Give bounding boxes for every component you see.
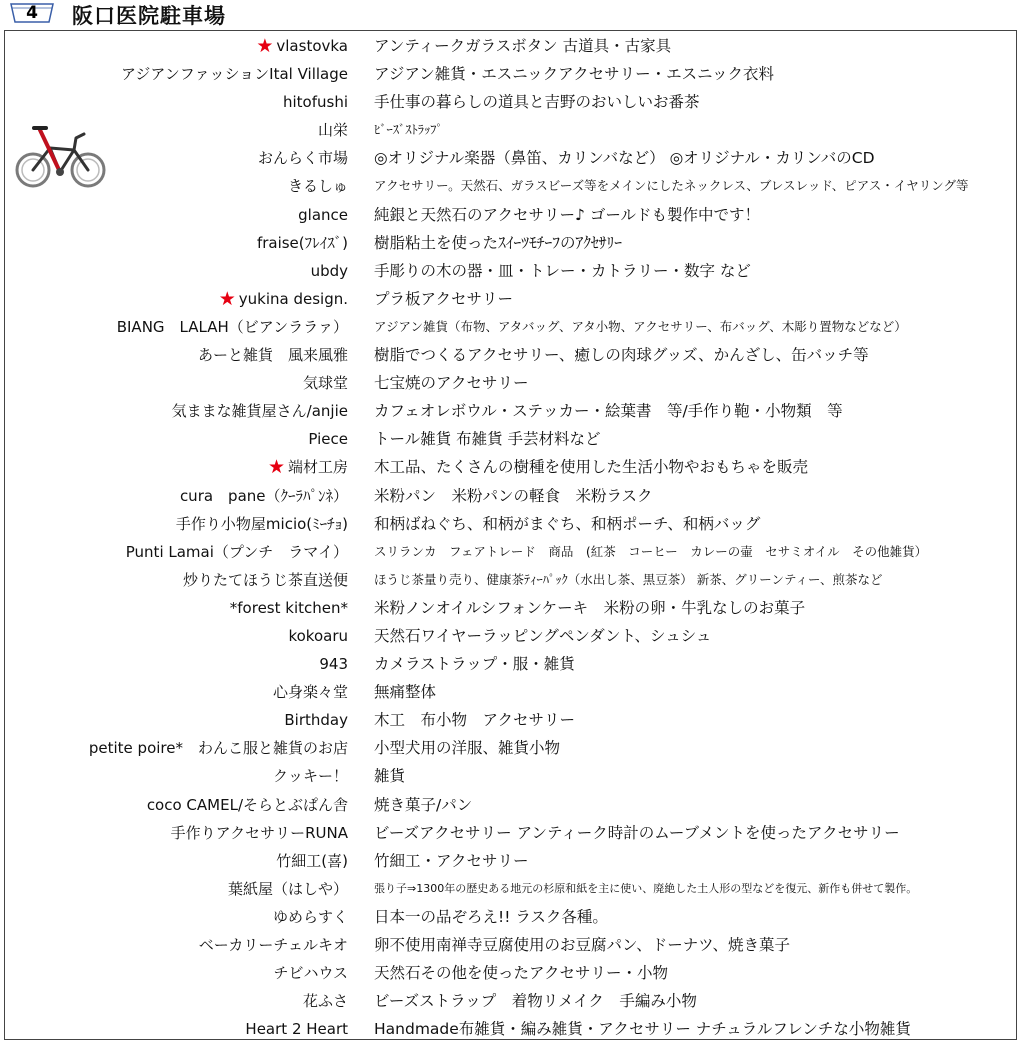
vendor-name-text: クッキー！ — [272, 767, 348, 786]
vendor-name — [245, 1015, 348, 1043]
list-item — [0, 32, 1024, 60]
list-item — [0, 931, 1024, 959]
vendor-name — [219, 285, 348, 313]
vendor-name — [256, 32, 348, 60]
vendor-name — [180, 482, 348, 510]
star-icon: ★ — [267, 456, 285, 479]
vendor-name — [284, 706, 348, 734]
section-number: 4 — [26, 3, 38, 23]
vendor-description: 天然石ワイヤーラッピングペンダント、シュシュ — [374, 626, 712, 645]
vendor-description: スリランカ フェアトレード 商品 (紅茶 コーヒー カレーの壷 セサミオイル その他雑貨） — [374, 543, 928, 559]
vendor-description: ﾋﾞｰｽﾞｽﾄﾗｯﾌﾟ — [374, 122, 443, 138]
vendor-name-text: 竹細工(喜) — [276, 851, 348, 870]
list-item — [0, 1015, 1024, 1043]
vendor-description: ビーズアクセサリー アンティーク時計のムーブメントを使ったアクセサリー — [374, 823, 900, 842]
vendor-name — [311, 257, 348, 285]
list-item — [0, 819, 1024, 847]
list-item — [0, 847, 1024, 875]
vendor-name — [276, 847, 348, 875]
list-item — [0, 144, 1024, 172]
vendor-name — [273, 762, 348, 790]
vendor-description: 純銀と天然石のアクセサリー♪ ゴールドも製作中です！ — [374, 205, 761, 224]
list-item — [0, 566, 1024, 594]
vendor-name-text: あーと雑貨 風来風雅 — [197, 346, 348, 365]
vendor-name-text: 心身楽々堂 — [272, 683, 348, 702]
vendor-name — [171, 819, 348, 847]
vendor-name-text: Heart 2 Heart — [245, 1020, 348, 1039]
list-item — [0, 229, 1024, 257]
vendor-description: カフェオレボウル・ステッカー・絵葉書 等/手作り鞄・小物類 等 — [374, 402, 843, 421]
vendor-name-text: 気球堂 — [302, 374, 348, 393]
vendor-description: 無痛整体 — [374, 683, 437, 702]
vendor-description: 小型犬用の洋服、雑貨小物 — [374, 739, 561, 758]
vendor-description: トール雑貨 布雑貨 手芸材料など — [374, 430, 601, 449]
vendor-description: アクセサリー。天然石、ガラスビーズ等をメインにしたネックレス、ブレスレッド、ピアス・イヤリング等 — [374, 178, 969, 194]
vendor-name — [198, 341, 348, 369]
vendor-description: 手彫りの木の器・皿・トレー・カトラリー・数字 など — [374, 261, 751, 280]
vendor-name-text: kokoaru — [288, 626, 348, 645]
vendor-name-text: hitofushi — [282, 93, 348, 112]
vendor-name — [303, 987, 348, 1015]
vendor-name — [273, 678, 348, 706]
vendor-name-text: 炒りたてほうじ茶直送便 — [182, 570, 348, 589]
vendor-name — [308, 425, 348, 453]
vendor-name — [273, 959, 348, 987]
list-item — [0, 734, 1024, 762]
vendor-name-text: 山栄 — [317, 121, 348, 140]
vendor-name — [228, 875, 348, 903]
vendor-description: 天然石その他を使ったアクセサリー・小物 — [374, 964, 669, 983]
vendor-name-text: Birthday — [284, 711, 348, 730]
list-item — [0, 706, 1024, 734]
star-icon: ★ — [218, 287, 236, 310]
vendor-description: 張り子⇒1300年の歴史ある地元の杉原和紙を主に使い、廃絶した土人形の型などを復元、新作も併せて製作。 — [374, 881, 918, 895]
vendor-name — [268, 453, 348, 481]
vendor-name — [283, 88, 348, 116]
vendor-name-text: fraise(ﾌﾚｲｽﾞ) — [256, 233, 348, 252]
vendor-description: 木工 布小物 アクセサリー — [374, 711, 576, 730]
list-item — [0, 987, 1024, 1015]
list-item — [0, 594, 1024, 622]
vendor-name-text: 気ままな雑貨屋さん/anjie — [171, 402, 348, 421]
vendor-description: 焼き菓子/パン — [374, 795, 473, 814]
vendor-name-text: vlastovka — [276, 37, 348, 55]
vendor-name — [172, 397, 348, 425]
vendor-name — [318, 116, 348, 144]
section-number-badge — [8, 2, 56, 24]
vendor-list — [0, 32, 1024, 1043]
vendor-name — [319, 650, 348, 678]
vendor-name — [126, 538, 348, 566]
vendor-name-text: Piece — [308, 430, 348, 449]
list-item — [0, 650, 1024, 678]
list-item — [0, 369, 1024, 397]
vendor-description: 竹細工・アクセサリー — [374, 851, 529, 870]
vendor-name-text: 端材工房 — [287, 458, 348, 477]
vendor-name-text: 葉紙屋（はしや） — [227, 879, 348, 898]
vendor-name — [303, 369, 348, 397]
list-item — [0, 172, 1024, 200]
vendor-name-text: ゆめらすく — [272, 907, 348, 926]
vendor-name-text: coco CAMEL/そらとぶぱん舎 — [146, 795, 348, 814]
vendor-description: プラ板アクセサリー — [374, 289, 514, 308]
list-item — [0, 538, 1024, 566]
vendor-name-text: 花ふさ — [302, 992, 348, 1011]
list-item — [0, 762, 1024, 790]
vendor-name — [176, 510, 348, 538]
vendor-description: 日本一の品ぞろえ!! ラスク各種。 — [374, 907, 608, 926]
list-item — [0, 313, 1024, 341]
vendor-description: 樹脂粘土を使ったｽｲｰﾂﾓﾁｰﾌのｱｸｾｻﾘｰ — [374, 233, 623, 252]
vendor-name — [257, 229, 348, 257]
list-item — [0, 88, 1024, 116]
vendor-description: 米粉ノンオイルシフォンケーキ 米粉の卵・牛乳なしのお菓子 — [374, 598, 806, 617]
list-item — [0, 257, 1024, 285]
list-item — [0, 678, 1024, 706]
vendor-name — [298, 201, 348, 229]
vendor-name-text: Punti Lamai（プンチ ラマイ） — [125, 542, 348, 561]
list-item — [0, 622, 1024, 650]
list-item — [0, 482, 1024, 510]
list-item — [0, 959, 1024, 987]
vendor-name — [199, 931, 348, 959]
vendor-name — [147, 791, 348, 819]
vendor-name-text: チビハウス — [273, 964, 348, 983]
vendor-description: ビーズストラップ 着物リメイク 手編み小物 — [374, 992, 697, 1011]
vendor-name — [89, 734, 348, 762]
list-item — [0, 397, 1024, 425]
vendor-name-text: アジアンファッションItal Village — [120, 65, 348, 84]
header — [0, 0, 1024, 30]
vendor-description: アンティークガラスボタン 古道具・古家具 — [374, 37, 672, 55]
page-title: 阪口医院駐車場 — [72, 4, 226, 28]
vendor-description: 手仕事の暮らしの道具と吉野のおいしいお番茶 — [374, 93, 700, 112]
star-icon: ★ — [256, 35, 274, 57]
vendor-name-text: BIANG LALAH（ビアンララァ） — [116, 317, 348, 336]
vendor-name — [183, 566, 348, 594]
list-item — [0, 285, 1024, 313]
vendor-name — [273, 903, 348, 931]
vendor-name-text: *forest kitchen* — [229, 598, 348, 617]
list-item — [0, 453, 1024, 481]
vendor-description: 卵不使用南禅寺豆腐使用のお豆腐パン、ドーナツ、焼き菓子 — [374, 936, 791, 954]
list-item — [0, 875, 1024, 903]
list-item — [0, 201, 1024, 229]
vendor-name-text: 手作り小物屋micio(ﾐｰﾁｮ) — [175, 514, 348, 533]
vendor-name-text: petite poire* わんこ服と雑貨のお店 — [88, 739, 348, 758]
vendor-description: 雑貨 — [374, 767, 406, 786]
vendor-description: ◎オリジナル楽器（鼻笛、カリンバなど） ◎オリジナル・カリンバのCD — [374, 149, 875, 168]
vendor-name — [288, 172, 348, 200]
vendor-description: アジアン雑貨・エスニックアクセサリー・エスニック衣料 — [374, 65, 775, 84]
vendor-name-text: cura pane（ｸｰﾗﾊﾟﾝﾈ） — [179, 486, 348, 505]
list-item — [0, 60, 1024, 88]
vendor-name — [121, 60, 348, 88]
vendor-description: ほうじ茶量り売り、健康茶ﾃｨｰﾊﾟｯｸ（水出し茶、黒豆茶） 新茶、グリーンティー、煎茶など — [374, 571, 883, 587]
vendor-description: カメラストラップ・服・雑貨 — [374, 655, 575, 674]
vendor-name — [288, 622, 348, 650]
vendor-description: 七宝焼のアクセサリー — [374, 374, 529, 393]
vendor-name-text: ベーカリーチェルキオ — [198, 936, 348, 954]
vendor-name-text: glance — [298, 205, 348, 224]
vendor-name-text: 手作りアクセサリーRUNA — [170, 823, 348, 842]
vendor-name-text: ubdy — [310, 261, 348, 280]
vendor-description: アジアン雑貨（布物、アタバッグ、アタ小物、アクセサリー、布バッグ、木彫り置物などなど） — [374, 318, 907, 334]
vendor-name-text: 943 — [319, 655, 348, 674]
vendor-description: Handmade布雑貨・編み雑貨・アクセサリー ナチュラルフレンチな小物雑貨 — [374, 1020, 911, 1039]
vendor-description: 和柄ばねぐち、和柄がまぐち、和柄ポーチ、和柄バッグ — [374, 514, 761, 533]
list-item — [0, 116, 1024, 144]
list-item — [0, 791, 1024, 819]
list-item — [0, 510, 1024, 538]
vendor-name — [258, 144, 348, 172]
list-item — [0, 425, 1024, 453]
vendor-name — [117, 313, 348, 341]
vendor-name-text: きるしゅ — [287, 177, 348, 196]
vendor-description: 樹脂でつくるアクセサリー、癒しの肉球グッズ、かんざし、缶バッチ等 — [374, 346, 869, 365]
vendor-name — [230, 594, 348, 622]
vendor-description: 米粉パン 米粉パンの軽食 米粉ラスク — [374, 486, 653, 505]
list-item — [0, 341, 1024, 369]
list-item — [0, 903, 1024, 931]
vendor-description: 木工品、たくさんの樹種を使用した生活小物やおもちゃを販売 — [374, 458, 809, 477]
vendor-name-text: おんらく市場 — [257, 149, 348, 168]
vendor-name-text: yukina design. — [238, 289, 348, 308]
